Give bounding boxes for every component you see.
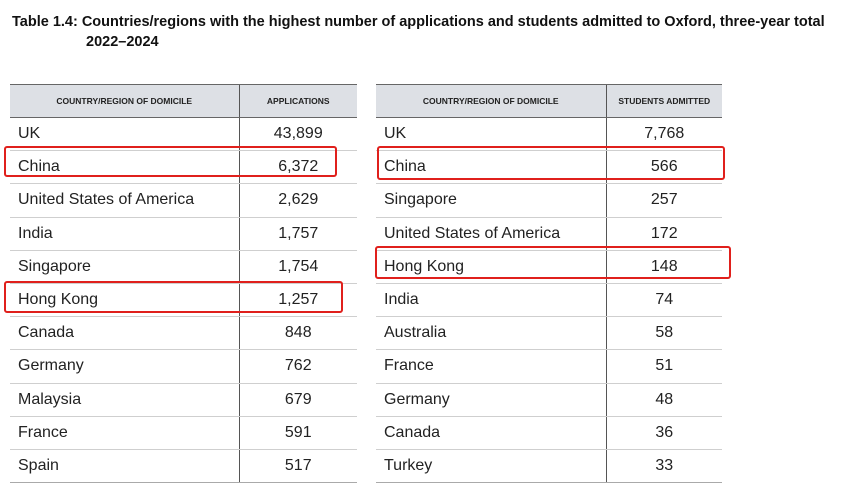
table-row — [376, 217, 722, 250]
country-cell: India — [376, 283, 606, 316]
country-cell: Hong Kong — [10, 283, 239, 316]
table-row — [10, 449, 357, 482]
value-cell: 43,899 — [239, 118, 357, 151]
table-row — [376, 283, 722, 316]
table-row — [10, 317, 357, 350]
country-cell: Germany — [10, 350, 239, 383]
column-header-students-admitted: STUDENTS ADMITTED — [606, 85, 722, 118]
table-row — [10, 184, 357, 217]
value-cell: 762 — [239, 350, 357, 383]
table-header-row — [10, 85, 357, 118]
table-row — [10, 250, 357, 283]
country-cell: Turkey — [376, 449, 606, 482]
table-row — [376, 416, 722, 449]
country-cell: Canada — [376, 416, 606, 449]
table-row — [10, 416, 357, 449]
country-cell: Singapore — [376, 184, 606, 217]
table-row — [10, 350, 357, 383]
value-cell: 51 — [606, 350, 722, 383]
country-cell: United States of America — [10, 184, 239, 217]
value-cell: 591 — [239, 416, 357, 449]
value-cell: 1,754 — [239, 250, 357, 283]
country-cell: Canada — [10, 317, 239, 350]
value-cell: 48 — [606, 383, 722, 416]
table-row — [376, 383, 722, 416]
value-cell: 257 — [606, 184, 722, 217]
title-line-1: Table 1.4: Countries/regions with the highest number of applications and students admitted to Oxford, three-year total — [12, 14, 825, 30]
country-cell: UK — [376, 118, 606, 151]
country-cell: India — [10, 217, 239, 250]
value-cell: 1,757 — [239, 217, 357, 250]
value-cell: 1,257 — [239, 283, 357, 316]
country-cell: Germany — [376, 383, 606, 416]
table-row — [376, 184, 722, 217]
country-cell: China — [10, 151, 239, 184]
table-row — [376, 118, 722, 151]
column-header-applications: APPLICATIONS — [239, 85, 357, 118]
country-cell: UK — [10, 118, 239, 151]
country-cell: Hong Kong — [376, 250, 606, 283]
column-header-country: COUNTRY/REGION OF DOMICILE — [376, 85, 606, 118]
country-cell: Spain — [10, 449, 239, 482]
value-cell: 148 — [606, 250, 722, 283]
value-cell: 172 — [606, 217, 722, 250]
value-cell: 848 — [239, 317, 357, 350]
country-cell: Singapore — [10, 250, 239, 283]
value-cell: 2,629 — [239, 184, 357, 217]
table-row — [376, 250, 722, 283]
country-cell: Australia — [376, 317, 606, 350]
value-cell: 33 — [606, 449, 722, 482]
value-cell: 517 — [239, 449, 357, 482]
students-admitted-table — [376, 84, 722, 483]
value-cell: 679 — [239, 383, 357, 416]
table-row — [10, 118, 357, 151]
table-header-row — [376, 85, 722, 118]
country-cell: China — [376, 151, 606, 184]
table-title — [12, 12, 862, 52]
table-row — [376, 449, 722, 482]
country-cell: France — [10, 416, 239, 449]
value-cell: 58 — [606, 317, 722, 350]
table-row — [376, 317, 722, 350]
table-row — [376, 350, 722, 383]
value-cell: 7,768 — [606, 118, 722, 151]
country-cell: France — [376, 350, 606, 383]
value-cell: 6,372 — [239, 151, 357, 184]
applications-table — [10, 84, 357, 483]
table-row — [376, 151, 722, 184]
value-cell: 36 — [606, 416, 722, 449]
table-row — [10, 283, 357, 316]
table-row — [10, 151, 357, 184]
title-line-2: 2022–2024 — [86, 34, 159, 50]
value-cell: 566 — [606, 151, 722, 184]
table-row — [10, 217, 357, 250]
country-cell: United States of America — [376, 217, 606, 250]
country-cell: Malaysia — [10, 383, 239, 416]
value-cell: 74 — [606, 283, 722, 316]
table-row — [10, 383, 357, 416]
column-header-country: COUNTRY/REGION OF DOMICILE — [10, 85, 239, 118]
